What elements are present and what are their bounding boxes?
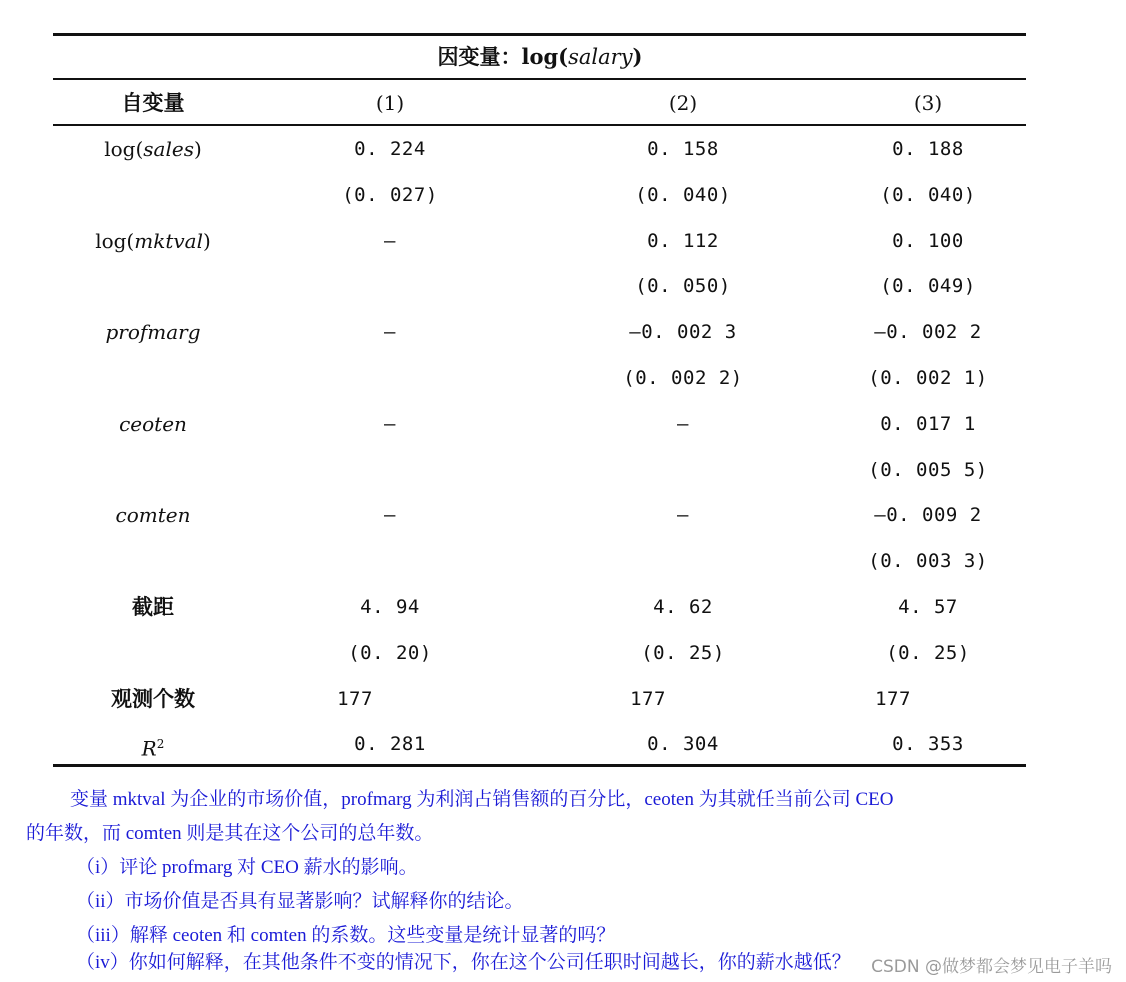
table-cell: (0. 25) bbox=[641, 642, 725, 664]
row-label-prefix: log( bbox=[104, 137, 144, 161]
table-cell: (0. 050) bbox=[635, 275, 731, 297]
table-cell: 0. 158 bbox=[647, 138, 719, 160]
row-label bbox=[105, 320, 200, 344]
note-line: 变量 mktval 为企业的市场价值，profmarg 为利润占销售额的百分比，ceoten 为其就任当前公司 CEO bbox=[70, 789, 894, 810]
note-line: （iii）解释 ceoten 和 comten 的系数。这些变量是统计显著的吗？ bbox=[76, 925, 616, 946]
row-label-variable: profmarg bbox=[105, 320, 201, 344]
row-label bbox=[111, 687, 195, 711]
table-cell: — bbox=[384, 413, 396, 435]
watermark-text: CSDN @做梦都会梦见电子羊吗 bbox=[871, 957, 1112, 977]
table-cell: (0. 20) bbox=[348, 642, 432, 664]
table-cell: —0. 002 3 bbox=[629, 321, 737, 343]
table-cell: —0. 009 2 bbox=[874, 504, 982, 526]
table-cell: — bbox=[384, 230, 396, 252]
row-label bbox=[116, 503, 191, 527]
table-cell: 177 bbox=[875, 688, 911, 710]
table-cell: (0. 002 1) bbox=[868, 367, 988, 389]
table-cell: 0. 224 bbox=[354, 138, 426, 160]
table-title-suffix: ) bbox=[632, 44, 643, 69]
row-label-suffix: ) bbox=[193, 137, 202, 161]
table-cell: — bbox=[384, 321, 396, 343]
row-label bbox=[142, 732, 165, 761]
header-rule bbox=[53, 124, 1026, 126]
table-cell: 0. 304 bbox=[647, 733, 719, 755]
row-label bbox=[104, 137, 202, 161]
table-cell: 0. 281 bbox=[354, 733, 426, 755]
row-label-prefix: 截距 bbox=[132, 594, 174, 619]
row-label-prefix: log( bbox=[95, 229, 135, 253]
row-label bbox=[95, 229, 211, 253]
table-cell: — bbox=[384, 504, 396, 526]
table-cell: 177 bbox=[630, 688, 666, 710]
table-cell: —0. 002 2 bbox=[874, 321, 982, 343]
table-cell: (0. 003 3) bbox=[868, 550, 988, 572]
header-col-3: (3) bbox=[913, 91, 943, 115]
row-label bbox=[119, 412, 187, 436]
table-cell: — bbox=[677, 413, 689, 435]
header-col-2: (2) bbox=[668, 91, 698, 115]
table-cell: (0. 002 2) bbox=[623, 367, 743, 389]
table-cell: 4. 62 bbox=[653, 596, 713, 618]
table-bottom-rule bbox=[53, 764, 1026, 767]
row-label-variable: sales bbox=[143, 137, 194, 161]
header-label: 自变量 bbox=[121, 90, 185, 115]
row-label-suffix: ) bbox=[202, 229, 211, 253]
table-title-prefix: 因变量：log( bbox=[437, 44, 569, 69]
title-rule bbox=[53, 78, 1026, 80]
header-col-1: (1) bbox=[375, 91, 405, 115]
table-title-var: salary bbox=[568, 45, 633, 69]
table-cell: (0. 049) bbox=[880, 275, 976, 297]
row-label-variable: mktval bbox=[134, 229, 203, 253]
note-line: 的年数，而 comten 则是其在这个公司的总年数。 bbox=[26, 823, 434, 844]
table-cell: 0. 353 bbox=[892, 733, 964, 755]
table-cell: 0. 100 bbox=[892, 230, 964, 252]
note-line: （i）评论 profmarg 对 CEO 薪水的影响。 bbox=[76, 857, 418, 878]
row-label-prefix: R bbox=[141, 736, 157, 761]
table-cell: (0. 040) bbox=[635, 184, 731, 206]
table-title bbox=[438, 45, 643, 69]
row-label-suffix: 2 bbox=[156, 737, 165, 751]
table-cell: 0. 112 bbox=[647, 230, 719, 252]
note-line: （iv）你如何解释，在其他条件不变的情况下，你在这个公司任职时间越长，你的薪水越低？ bbox=[76, 952, 851, 973]
row-label-prefix: 观测个数 bbox=[111, 686, 195, 711]
table-cell: (0. 027) bbox=[342, 184, 438, 206]
table-cell: (0. 005 5) bbox=[868, 459, 988, 481]
note-line: （ii）市场价值是否具有显著影响？试解释你的结论。 bbox=[76, 891, 524, 912]
table-top-rule bbox=[53, 33, 1026, 36]
table-cell: (0. 25) bbox=[886, 642, 970, 664]
table-cell: (0. 040) bbox=[880, 184, 976, 206]
row-label bbox=[132, 595, 174, 619]
table-cell: 0. 017 1 bbox=[880, 413, 976, 435]
row-label-variable: ceoten bbox=[119, 412, 187, 436]
table-cell: 177 bbox=[337, 688, 373, 710]
table-cell: 4. 94 bbox=[360, 596, 420, 618]
table-cell: 4. 57 bbox=[898, 596, 958, 618]
table-cell: — bbox=[677, 504, 689, 526]
row-label-variable: comten bbox=[115, 503, 191, 527]
table-cell: 0. 188 bbox=[892, 138, 964, 160]
